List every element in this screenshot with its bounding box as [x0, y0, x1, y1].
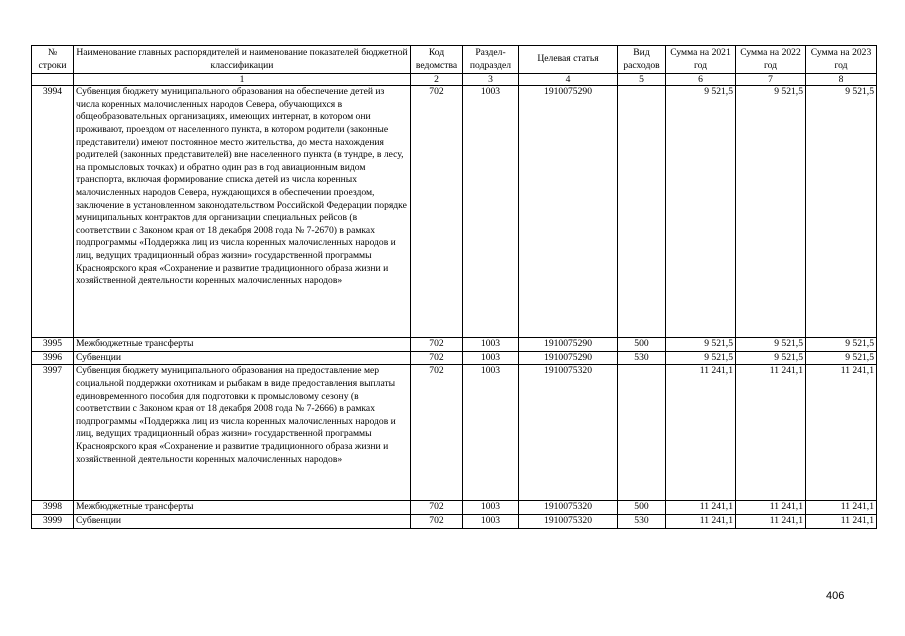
row-type: [618, 365, 666, 501]
row-section: 1003: [463, 365, 519, 501]
header-target: Целевая статья: [519, 46, 618, 74]
column-number: [32, 74, 74, 86]
row-type: [618, 86, 666, 338]
row-target: 1910075290: [519, 338, 618, 352]
row-sum-2021: 11 241,1: [666, 514, 736, 528]
row-sum-2022: 11 241,1: [736, 501, 806, 515]
table-row: [32, 351, 877, 365]
row-name: Субвенция бюджету муниципального образования на предоставление мер социальной поддержки охотникам и рыбакам в виде предоставления выплаты единовременного пособия для подготовки к промысловому сезону (в соответствии с Законом края от 18 декабря 2008 года № 7-2666) в рамках подпрограммы «Поддержка лиц из числа коренных малочисленных народов и лиц, ведущих традиционный образ жизни» государственной программы Красноярского края «Сохранение и развитие традиционного образа жизни и хозяйственной деятельности коренных малочисленных народов»: [74, 365, 411, 501]
row-sum-2023: 9 521,5: [806, 86, 877, 338]
row-number: 3996: [32, 351, 74, 365]
table-row: [32, 501, 877, 515]
row-sum-2023: 11 241,1: [806, 501, 877, 515]
column-number-row: [32, 74, 877, 86]
row-section: 1003: [463, 351, 519, 365]
row-sum-2021: 9 521,5: [666, 338, 736, 352]
row-sum-2021: 9 521,5: [666, 351, 736, 365]
column-number: 1: [74, 74, 411, 86]
row-name: Субвенции: [74, 514, 411, 528]
row-sum-2022: 11 241,1: [736, 514, 806, 528]
row-number: 3997: [32, 365, 74, 501]
row-number: 3994: [32, 86, 74, 338]
table-row: [32, 365, 877, 501]
header-name: Наименование главных распорядителей и наименование показателей бюджетной классификации: [74, 46, 411, 74]
column-number: 6: [666, 74, 736, 86]
column-number: 8: [806, 74, 877, 86]
header-sum-2022: Сумма на 2022 год: [736, 46, 806, 74]
row-section: 1003: [463, 501, 519, 515]
row-section: 1003: [463, 514, 519, 528]
column-number: 4: [519, 74, 618, 86]
row-sum-2021: 11 241,1: [666, 365, 736, 501]
row-number: 3995: [32, 338, 74, 352]
row-name: Межбюджетные трансферты: [74, 338, 411, 352]
row-code: 702: [411, 514, 463, 528]
row-code: 702: [411, 365, 463, 501]
header-code: Код ведомства: [411, 46, 463, 74]
row-sum-2023: 9 521,5: [806, 338, 877, 352]
table-row: [32, 86, 877, 338]
column-number: 7: [736, 74, 806, 86]
row-sum-2022: 9 521,5: [736, 351, 806, 365]
column-number: 2: [411, 74, 463, 86]
header-row: [32, 46, 877, 74]
column-number: 3: [463, 74, 519, 86]
row-sum-2022: 9 521,5: [736, 86, 806, 338]
row-type: 530: [618, 514, 666, 528]
header-section: Раздел-подраздел: [463, 46, 519, 74]
row-type: 500: [618, 338, 666, 352]
header-sum-2021: Сумма на 2021 год: [666, 46, 736, 74]
row-code: 702: [411, 501, 463, 515]
row-sum-2022: 11 241,1: [736, 365, 806, 501]
row-code: 702: [411, 338, 463, 352]
row-sum-2021: 11 241,1: [666, 501, 736, 515]
row-code: 702: [411, 351, 463, 365]
row-target: 1910075320: [519, 514, 618, 528]
row-code: 702: [411, 86, 463, 338]
row-number: 3999: [32, 514, 74, 528]
column-number: 5: [618, 74, 666, 86]
row-target: 1910075320: [519, 365, 618, 501]
row-section: 1003: [463, 86, 519, 338]
row-sum-2023: 11 241,1: [806, 514, 877, 528]
row-name: Субвенции: [74, 351, 411, 365]
row-type: 530: [618, 351, 666, 365]
budget-table: [31, 45, 877, 529]
table-row: [32, 338, 877, 352]
row-sum-2023: 11 241,1: [806, 365, 877, 501]
page-number: 406: [826, 590, 845, 602]
row-number: 3998: [32, 501, 74, 515]
row-sum-2022: 9 521,5: [736, 338, 806, 352]
row-target: 1910075320: [519, 501, 618, 515]
row-target: 1910075290: [519, 86, 618, 338]
table-row: [32, 514, 877, 528]
row-name: Межбюджетные трансферты: [74, 501, 411, 515]
row-target: 1910075290: [519, 351, 618, 365]
header-num: № строки: [32, 46, 74, 74]
row-type: 500: [618, 501, 666, 515]
header-sum-2023: Сумма на 2023 год: [806, 46, 877, 74]
row-name: Субвенция бюджету муниципального образования на обеспечение детей из числа коренных малочисленных народов Севера, обучающихся в общеобразовательных организациях, имеющих интернат, в котором они проживают, проездом от населенного пункта, в котором родители (законные представители) имеют постоянное место жительства, до места нахождения родителей (законных представителей) вне населенного пункта (в тундре, в лесу, на промысловых точках) и обратно один раз в год авиационным видом транспорта, включая формирование списка детей из числа коренных малочисленных народов Севера, нуждающихся в обеспечении проездом, заключение в установленном законодательством Российской Федерации порядке муниципальных контрактов для организации специальных рейсов (в соответствии с Законом края от 18 декабря 2008 года № 7-2670) в рамках подпрограммы «Поддержка лиц из числа коренных малочисленных народов и лиц, ведущих традиционный образ жизни» государственной программы Красноярского края «Сохранение и развитие традиционного образа жизни и хозяйственной деятельности коренных малочисленных народов»: [74, 86, 411, 338]
row-sum-2021: 9 521,5: [666, 86, 736, 338]
header-type: Вид расходов: [618, 46, 666, 74]
row-sum-2023: 9 521,5: [806, 351, 877, 365]
row-section: 1003: [463, 338, 519, 352]
